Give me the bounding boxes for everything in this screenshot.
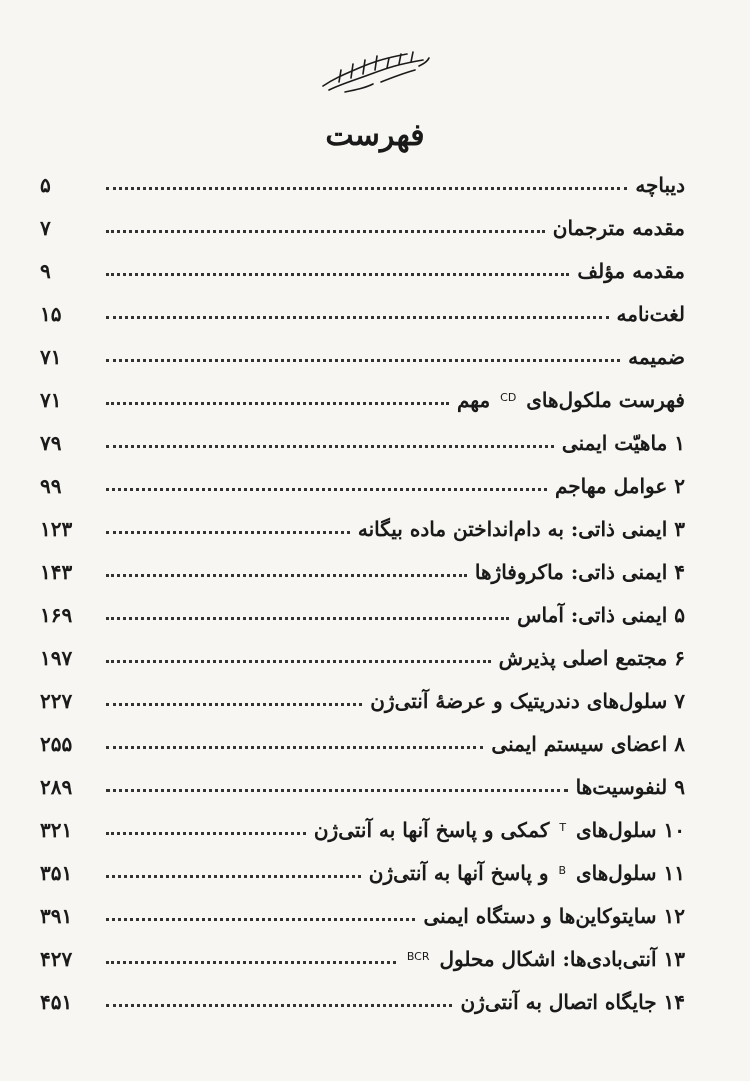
toc-entry-title	[423, 904, 685, 928]
toc-entry-page-number: ۹۹	[40, 474, 62, 498]
toc-entry-page-number: ۴۲۷	[40, 947, 73, 971]
toc-entry-text: ۳ ایمنی ذاتی: به دام‌انداختن ماده بیگانه	[357, 517, 685, 541]
toc-entry-title	[553, 216, 685, 240]
toc-entry-title	[404, 947, 685, 971]
toc-entry-title	[475, 560, 685, 584]
toc-entry	[40, 418, 685, 461]
toc-entry-page-number: ۱۲۳	[40, 517, 73, 541]
toc-entry-title	[562, 431, 685, 455]
toc-entry-text: مقدمه مؤلف	[577, 259, 685, 283]
toc-entry	[40, 934, 685, 977]
dot-leader	[106, 832, 306, 835]
dot-leader	[106, 918, 415, 921]
dot-leader	[106, 789, 568, 792]
toc-entry	[40, 590, 685, 633]
toc-entry-latin-term: T	[559, 821, 567, 834]
toc-entry-title	[369, 861, 685, 885]
toc-entry-page-number: ۴۵۱	[40, 990, 73, 1014]
dot-leader	[106, 187, 627, 190]
toc-entry-text: ۸ اعضای سیستم ایمنی	[491, 732, 685, 756]
table-of-contents	[40, 160, 685, 1020]
toc-entry-page-number: ۱۴۳	[40, 560, 73, 584]
toc-entry-page-number: ۷۱	[40, 345, 62, 369]
dot-leader	[106, 574, 467, 577]
toc-entry	[40, 848, 685, 891]
dot-leader	[106, 273, 569, 276]
toc-entry-title	[617, 302, 685, 326]
toc-entry-title	[628, 345, 685, 369]
toc-entry-text: ۱۱ سلول‌های	[569, 861, 685, 885]
toc-entry-title	[491, 732, 685, 756]
toc-entry-title	[460, 990, 685, 1014]
toc-entry-page-number: ۲۸۹	[40, 775, 73, 799]
dot-leader	[106, 617, 509, 620]
toc-entry	[40, 805, 685, 848]
toc-entry-latin-term: B	[558, 864, 567, 877]
toc-entry-page-number: ۷	[40, 216, 51, 240]
toc-entry	[40, 676, 685, 719]
toc-entry-page-number: ۹	[40, 259, 51, 283]
toc-entry-text: ۷ سلول‌های دندریتیک و عرضهٔ آنتی‌ژن	[370, 689, 685, 713]
toc-entry-title	[457, 388, 685, 412]
toc-entry-page-number: ۳۹۱	[40, 904, 73, 928]
toc-entry-title	[499, 646, 685, 670]
toc-entry-latin-term: CD	[500, 391, 517, 404]
toc-entry	[40, 332, 685, 375]
toc-entry-title	[370, 689, 685, 713]
toc-entry-text: ۱ ماهیّت ایمنی	[561, 431, 685, 455]
toc-entry-text: ۵ ایمنی ذاتی: آماس	[517, 603, 685, 627]
toc-entry	[40, 762, 685, 805]
dot-leader	[106, 875, 361, 878]
basmala-calligraphy	[0, 48, 750, 98]
toc-entry-page-number: ۷۱	[40, 388, 62, 412]
dot-leader	[106, 230, 545, 233]
toc-entry-text: ۱۳ آنتی‌بادی‌ها: اشکال محلول	[432, 947, 685, 971]
toc-entry-page-number: ۷۹	[40, 431, 62, 455]
toc-entry-title	[576, 775, 685, 799]
toc-entry-page-number: ۱۶۹	[40, 603, 73, 627]
toc-entry-text: ۶ مجتمع اصلی پذیرش	[498, 646, 685, 670]
dot-leader	[106, 531, 350, 534]
dot-leader	[106, 488, 547, 491]
toc-entry-text: ۱۴ جایگاه اتصال به آنتی‌ژن	[460, 990, 685, 1014]
toc-entry-text: ۲ عوامل مهاجم	[554, 474, 685, 498]
dot-leader	[106, 1004, 452, 1007]
toc-entry-text: مهم	[456, 388, 498, 412]
toc-entry	[40, 891, 685, 934]
toc-entry	[40, 504, 685, 547]
toc-entry	[40, 246, 685, 289]
dot-leader	[106, 703, 362, 706]
toc-entry-text: مقدمه مترجمان	[552, 216, 685, 240]
toc-entry-page-number: ۳۲۱	[40, 818, 73, 842]
toc-entry	[40, 547, 685, 590]
toc-entry	[40, 289, 685, 332]
toc-entry	[40, 461, 685, 504]
toc-entry	[40, 160, 685, 203]
toc-entry-title	[358, 517, 685, 541]
dot-leader	[106, 961, 396, 964]
toc-entry	[40, 977, 685, 1020]
page-title: فهرست	[325, 118, 425, 153]
toc-entry-text: کمکی و پاسخ آنها به آنتی‌ژن	[313, 818, 557, 842]
toc-entry-text: ۴ ایمنی ذاتی: ماکروفاژها	[474, 560, 685, 584]
toc-entry-text: ۹ لنفوسیت‌ها	[575, 775, 685, 799]
toc-entry-text: فهرست ملکول‌های	[519, 388, 685, 412]
toc-entry-latin-term: BCR	[406, 950, 430, 963]
toc-entry-page-number: ۳۵۱	[40, 861, 73, 885]
toc-entry-title	[555, 474, 685, 498]
toc-entry-title	[314, 818, 685, 842]
toc-entry-page-number: ۵	[40, 173, 51, 197]
toc-entry-text: ۱۲ سایتوکاین‌ها و دستگاه ایمنی	[423, 904, 685, 928]
toc-entry-page-number: ۱۹۷	[40, 646, 73, 670]
basmala-calligraphy-icon	[315, 48, 435, 98]
dot-leader	[106, 746, 483, 749]
toc-entry-text: و پاسخ آنها به آنتی‌ژن	[368, 861, 556, 885]
toc-entry-text: لغت‌نامه	[616, 302, 685, 326]
toc-entry-page-number: ۱۵	[40, 302, 62, 326]
toc-entry-title	[517, 603, 685, 627]
toc-entry-title	[577, 259, 685, 283]
dot-leader	[106, 660, 491, 663]
toc-entry	[40, 375, 685, 418]
toc-entry	[40, 633, 685, 676]
dot-leader	[106, 445, 554, 448]
toc-entry-page-number: ۲۵۵	[40, 732, 73, 756]
toc-entry-text: ضمیمه	[628, 345, 685, 369]
toc-entry-text: ۱۰ سلول‌های	[569, 818, 685, 842]
dot-leader	[106, 359, 620, 362]
toc-entry-title	[635, 173, 685, 197]
toc-entry-page-number: ۲۲۷	[40, 689, 73, 713]
dot-leader	[106, 316, 609, 319]
toc-entry	[40, 719, 685, 762]
toc-entry	[40, 203, 685, 246]
toc-entry-text: دیباچه	[635, 173, 685, 197]
dot-leader	[106, 402, 449, 405]
